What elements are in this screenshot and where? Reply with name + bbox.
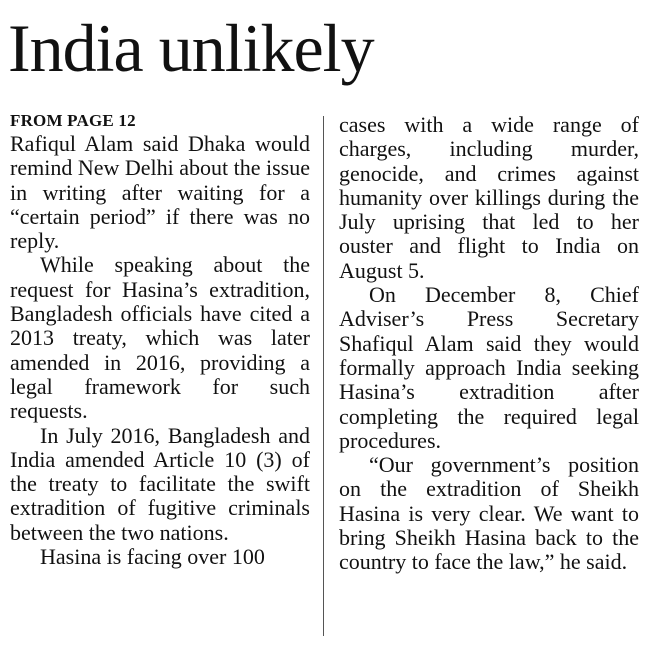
paragraph: In July 2016, Bangladesh and India amended Article 10 (3) of the treaty to facilitate the swift extradition of fugitive criminals between the two nations. (10, 422, 310, 545)
headline: India unlikely (8, 10, 374, 86)
paragraph: “Our government’s position on the extradition of Sheikh Hasina is very clear. We want to bring Sheikh Hasina back to the country to face the law,” he said. (339, 452, 639, 575)
paragraph: While speaking about the request for Hasina’s extradition, Bangladesh officials have cited a 2013 treaty, which was later amended in 2016, providing a legal framework for such requests. (10, 252, 310, 424)
article-column-left (10, 112, 310, 569)
continuation-kicker: FROM PAGE 12 (10, 111, 136, 130)
column-divider (323, 116, 324, 636)
article-column-right (339, 113, 639, 575)
paragraph: On December 8, Chief Adviser’s Press Secretary Shafiqul Alam said they would formally approach India seeking Hasina’s extradition after completing the required legal procedures. (339, 282, 639, 453)
paragraph: Hasina is facing over 100 (40, 544, 265, 570)
paragraph: cases with a wide range of charges, including murder, genocide, and crimes against humanity over killings during the July uprising that led to her ouster and flight to India on August 5. (339, 112, 639, 283)
paragraph: Rafiqul Alam said Dhaka would remind New Delhi about the issue in writing after waiting for a “certain period” if there was no reply. (10, 131, 310, 254)
